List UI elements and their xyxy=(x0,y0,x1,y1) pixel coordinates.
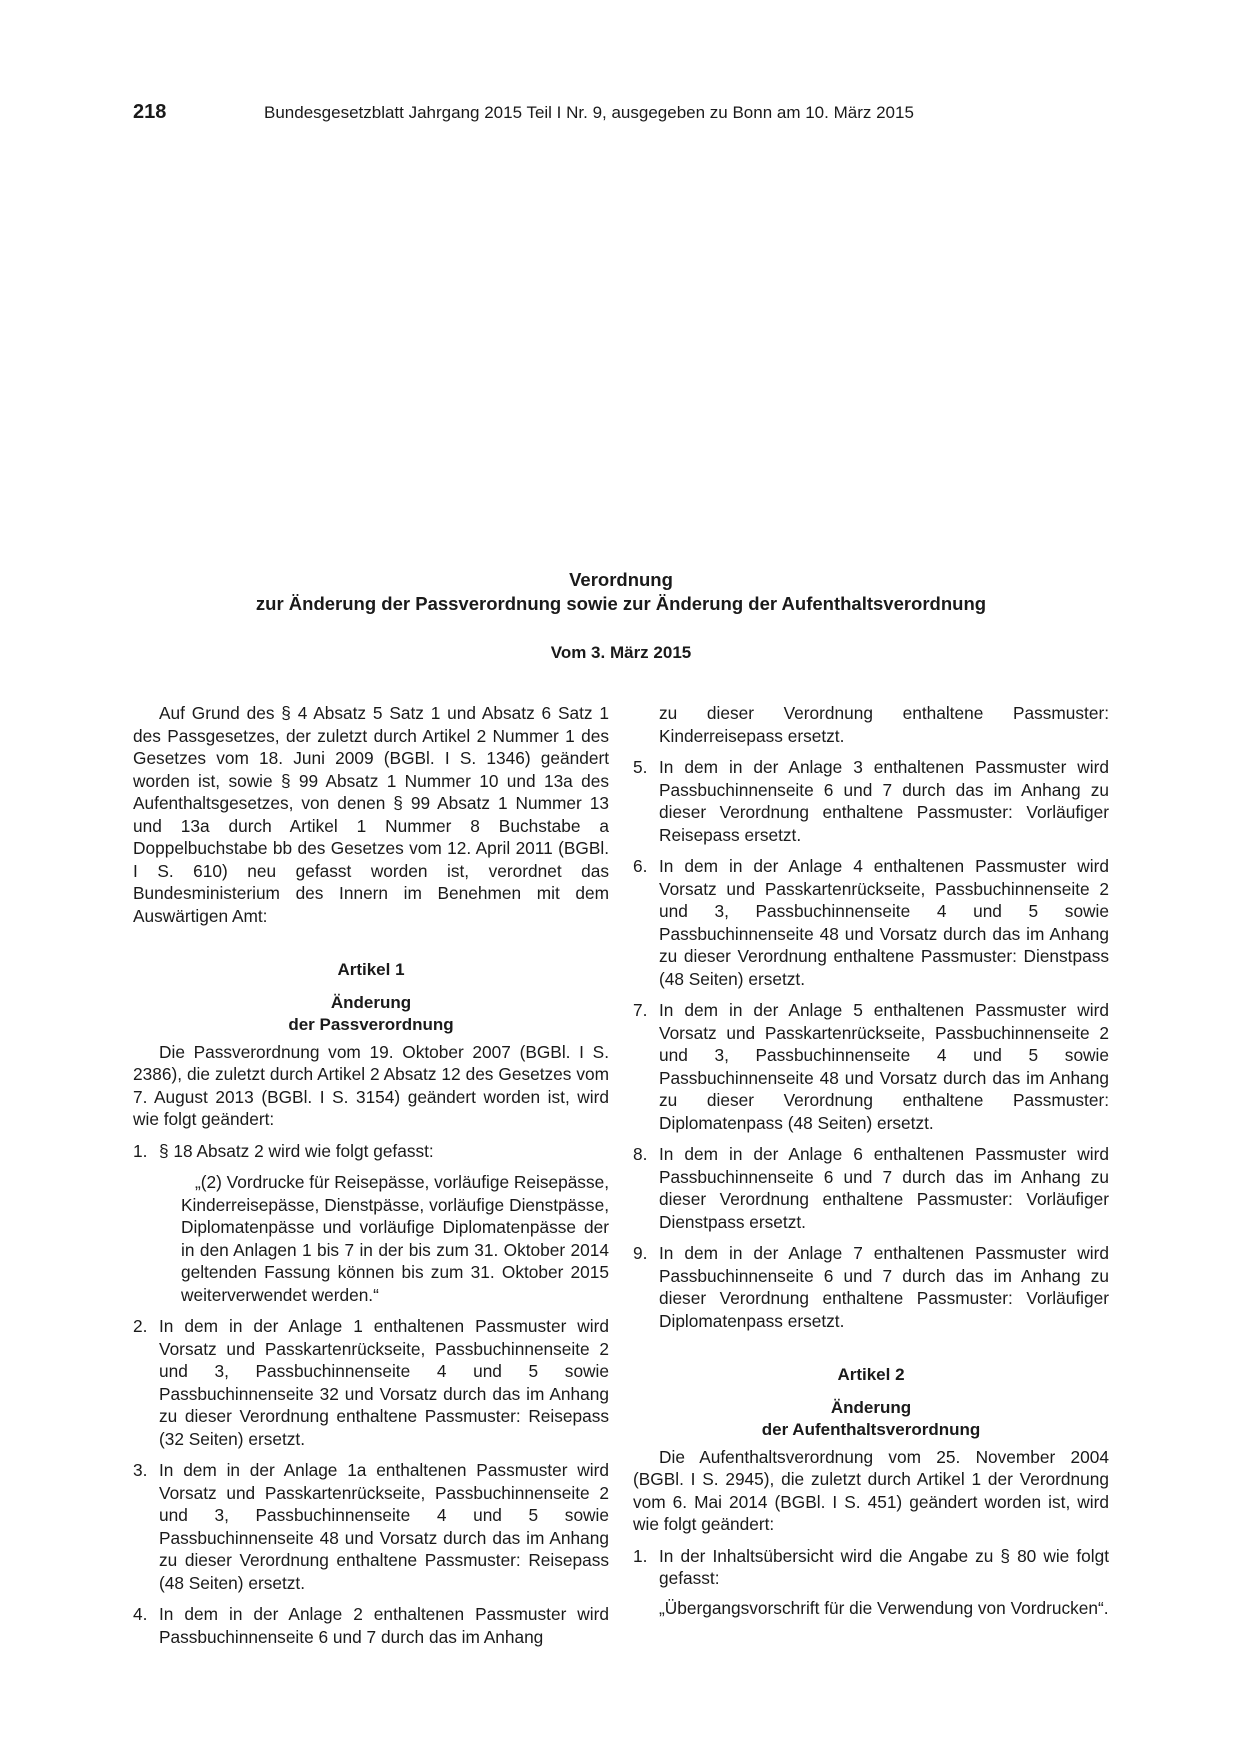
article2-title-line2: der Aufenthaltsverordnung xyxy=(761,1420,981,1439)
list-item xyxy=(633,1242,1109,1332)
right-column xyxy=(633,702,1109,1619)
document-title: Verordnung xyxy=(569,569,673,590)
article2-title-line1: Änderung xyxy=(830,1397,912,1417)
list-item-number: 7. xyxy=(633,1000,648,1020)
list-item xyxy=(133,1603,609,1648)
article2-number: Artikel 2 xyxy=(837,1365,905,1384)
list-item-number: 1. xyxy=(633,1545,648,1566)
article2-intro: Die Aufenthaltsverordnung vom 25. November 2004 (BGBl. I S. 2945), die zuletzt durch Artikel 1 der Verordnung vom 6. Mai 2014 (BGBl. I S. 451) geändert worden ist, wird wie folgt geändert: xyxy=(633,1446,1109,1534)
article1-title-line1: Änderung xyxy=(330,992,412,1012)
list-item xyxy=(633,756,1109,846)
page-number: 218 xyxy=(133,101,167,123)
list-item-number: 4. xyxy=(133,1604,148,1624)
list-item-number: 9. xyxy=(633,1243,648,1263)
page-header xyxy=(0,101,1241,125)
list-item xyxy=(633,1545,1109,1590)
list-item-number: 8. xyxy=(633,1144,648,1164)
running-head: Bundesgesetzblatt Jahrgang 2015 Teil I Nr. 9, ausgegeben zu Bonn am 10. März 2015 xyxy=(264,103,914,122)
list-item-text: In dem in der Anlage 2 enthaltenen Passmuster wird Passbuchinnenseite 6 und 7 durch das im Anhang xyxy=(159,1604,609,1647)
left-column xyxy=(133,702,609,1648)
list-item-text: In dem in der Anlage 5 enthaltenen Passmuster wird Vorsatz und Passkartenrückseite, Passbuchinnenseite 2 und 3, Passbuchinnenseite 4 und 5 sowie Passbuchinnenseite 48 und Vorsatz durch das im Anhang zu dieser Verordnung enthaltene Passmuster: Diplomatenpass (48 Seiten) ersetzt. xyxy=(659,1000,1109,1133)
list-item-text: In dem in der Anlage 1 enthaltenen Passmuster wird Vorsatz und Passkartenrückseite, Passbuchinnenseite 2 und 3, Passbuchinnenseite 4 und 5 sowie Passbuchinnenseite 32 und Vorsatz durch das im Anhang zu dieser Verordnung enthaltene Passmuster: Reisepass (32 Seiten) ersetzt. xyxy=(159,1316,609,1449)
list-item-number: 1. xyxy=(133,1140,148,1161)
list-item xyxy=(133,1459,609,1594)
list-item-number: 3. xyxy=(133,1460,148,1480)
list-item-text: In dem in der Anlage 4 enthaltenen Passmuster wird Vorsatz und Passkartenrückseite, Passbuchinnenseite 2 und 3, Passbuchinnenseite 4 und 5 sowie Passbuchinnenseite 48 und Vorsatz durch das im Anhang zu dieser Verordnung enthaltene Passmuster: Dienstpass (48 Seiten) ersetzt. xyxy=(659,856,1109,989)
article1-title-line2: der Passverordnung xyxy=(288,1015,454,1034)
quoted-paragraph: „(2) Vordrucke für Reisepässe, vorläufige Reisepässe, Kinderreisepässe, Dienstpässe, vorläufige Dienstpässe, Diplomatenpässe und vorläufige Diplomatenpässe der in den Anlagen 1 bis 7 in der bis zum 31. Oktober 2014 geltenden Fassung können bis zum 31. Oktober 2015 weiterverwendet werden.“ xyxy=(181,1172,609,1305)
article2-title xyxy=(633,1397,1109,1442)
article1-title xyxy=(133,992,609,1037)
title-block xyxy=(133,568,1109,663)
preamble: Auf Grund des § 4 Absatz 5 Satz 1 und Absatz 6 Satz 1 des Passgesetzes, der zuletzt durch Artikel 2 Nummer 1 des Gesetzes vom 18. Juni 2009 (BGBl. I S. 1346) geändert worden ist, sowie § 99 Absatz 1 Nummer 10 und 13a des Aufenthaltsgesetzes, von denen § 99 Absatz 1 Nummer 13 und 13a durch Artikel 1 Nummer 8 Buchstabe a Doppelbuchstabe bb des Gesetzes vom 12. April 2011 (BGBl. I S. 610) neu gefasst worden ist, verordnet das Bundesministerium des Innern im Benehmen mit dem Auswärtigen Amt: xyxy=(133,703,609,926)
list-item-number: 5. xyxy=(633,757,648,777)
list-item xyxy=(133,1140,609,1163)
list-item xyxy=(633,999,1109,1134)
list-item-text: In der Inhaltsübersicht wird die Angabe zu § 80 wie folgt gefasst: xyxy=(659,1545,1109,1588)
document-date: Vom 3. März 2015 xyxy=(550,643,692,662)
list-item-text: In dem in der Anlage 6 enthaltenen Passmuster wird Passbuchinnenseite 6 und 7 durch das im Anhang zu dieser Verordnung enthaltene Passmuster: Vorläufiger Dienstpass ersetzt. xyxy=(659,1144,1109,1232)
list-item-text: In dem in der Anlage 3 enthaltenen Passmuster wird Passbuchinnenseite 6 und 7 durch das im Anhang zu dieser Verordnung enthaltene Passmuster: Vorläufiger Reisepass ersetzt. xyxy=(659,757,1109,845)
list-item-text: In dem in der Anlage 7 enthaltenen Passmuster wird Passbuchinnenseite 6 und 7 durch das im Anhang zu dieser Verordnung enthaltene Passmuster: Vorläufiger Diplomatenpass ersetzt. xyxy=(659,1243,1109,1331)
article1-number: Artikel 1 xyxy=(337,960,405,979)
list-item-text: § 18 Absatz 2 wird wie folgt gefasst: xyxy=(159,1140,434,1161)
quoted-paragraph: „Übergangsvorschrift für die Verwendung von Vordrucken“. xyxy=(659,1597,1109,1618)
list-item-continuation: zu dieser Verordnung enthaltene Passmuster: Kinderreisepass ersetzt. xyxy=(659,703,1109,746)
list-item-number: 2. xyxy=(133,1316,148,1336)
list-item-text: In dem in der Anlage 1a enthaltenen Passmuster wird Vorsatz und Passkartenrückseite, Passbuchinnenseite 2 und 3, Passbuchinnenseite 4 und 5 sowie Passbuchinnenseite 48 und Vorsatz durch das im Anhang zu dieser Verordnung enthaltene Passmuster: Reisepass (48 Seiten) ersetzt. xyxy=(159,1460,609,1593)
list-item-number: 6. xyxy=(633,856,648,876)
list-item xyxy=(133,1315,609,1450)
article1-intro: Die Passverordnung vom 19. Oktober 2007 (BGBl. I S. 2386), die zuletzt durch Artikel 2 Absatz 12 des Gesetzes vom 7. August 2013 (BGBl. I S. 3154) geändert worden ist, wird wie folgt geändert: xyxy=(133,1041,609,1129)
list-item xyxy=(633,855,1109,990)
list-item xyxy=(633,1143,1109,1233)
document-subtitle: zur Änderung der Passverordnung sowie zur Änderung der Aufenthaltsverordnung xyxy=(255,593,987,614)
